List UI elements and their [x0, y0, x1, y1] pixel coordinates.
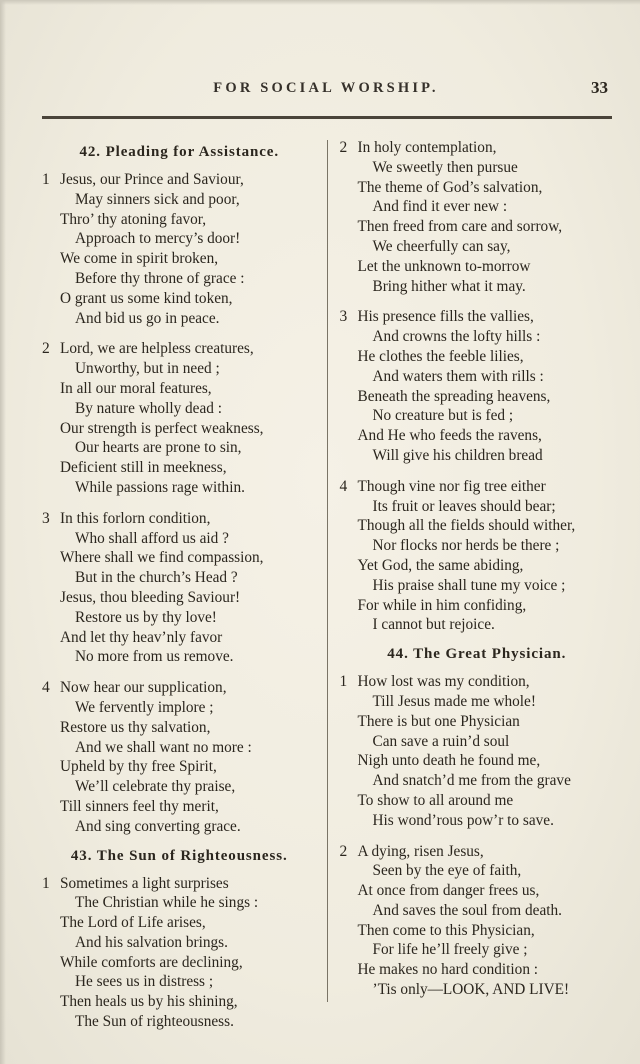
stanza-number: 4: [339, 477, 348, 495]
verse-line: And crowns the lofty hills :: [372, 328, 541, 346]
stanza: [42, 874, 317, 1032]
verse-line: He makes no hard condition :: [357, 961, 539, 979]
verse-line: While passions rage within.: [75, 478, 245, 496]
scan-edge: [0, 0, 640, 5]
verse-line: And we shall want no more :: [75, 738, 252, 756]
stanza: [42, 509, 317, 667]
stanza-number: 1: [42, 874, 50, 892]
verse-line: For while in him confiding,: [357, 596, 527, 614]
stanza-number: 1: [42, 171, 50, 188]
verse-line: Now hear our supplication,: [60, 679, 227, 697]
stanza-number: 2: [339, 842, 348, 860]
verse-line: No more from us remove.: [75, 648, 234, 666]
verse-line: Bring hither what it may.: [372, 277, 526, 295]
verse-line: In all our moral features,: [60, 379, 212, 397]
left-column: [42, 138, 327, 1030]
verse-line: Who shall afford us aid ?: [75, 529, 229, 547]
verse-line: There is but one Physician: [357, 712, 520, 730]
verse-line: Sometimes a light surprises: [60, 874, 229, 892]
verse-line: He sees us in distress ;: [75, 973, 214, 991]
stanza: [340, 138, 615, 296]
verse-line: Seen by the eye of faith,: [372, 862, 522, 880]
verse-line: Where shall we find compassion,: [60, 549, 264, 567]
verse-line: And sing converting grace.: [75, 817, 241, 835]
hymn-heading: 43. The Sun of Righteousness.: [70, 847, 288, 864]
verse-line: Let the unknown to-morrow: [357, 257, 531, 275]
verse-line: Will give his children bread: [372, 446, 543, 464]
verse-line: And saves the soul from death.: [372, 901, 562, 919]
stanza-number: 2: [42, 340, 50, 358]
verse-line: For life he’ll freely give ;: [372, 941, 528, 959]
verse-line: In this forlorn condition,: [60, 509, 211, 527]
right-column: [328, 138, 615, 1030]
hymn-heading: 42. Pleading for Assistance.: [79, 144, 279, 160]
verse-line: And bid us go in peace.: [75, 309, 220, 327]
page-header: [42, 80, 610, 104]
verse-line: His presence fills the vallies,: [357, 308, 534, 326]
verse-line: And He who feeds the ravens,: [357, 427, 542, 445]
verse-line: Upheld by thy free Spirit,: [60, 758, 217, 776]
verse-line: His wond’rous pow’r to save.: [372, 811, 554, 829]
stanza-number: 1: [339, 673, 348, 691]
stanza-number: 4: [42, 679, 50, 697]
verse-line: Nor flocks nor herds be there ;: [372, 537, 560, 555]
verse-line: Restore us thy salvation,: [60, 718, 211, 736]
stanza: [42, 170, 317, 328]
running-title: FOR SOCIAL WORSHIP.: [213, 80, 439, 96]
stanza: [340, 842, 615, 1000]
verse-line: But in the church’s Head ?: [75, 569, 238, 587]
verse-line: Its fruit or leaves should bear;: [372, 497, 556, 515]
verse-line: To show to all around me: [357, 791, 514, 809]
stanza-number: 3: [42, 509, 50, 527]
verse-line: Jesus, thou bleeding Saviour!: [60, 588, 241, 606]
verse-line: And let thy heav’nly favor: [60, 628, 223, 646]
verse-line: Yet God, the same abiding,: [357, 556, 524, 574]
verse-line: The Sun of righteousness.: [75, 1013, 234, 1031]
verse-line: And waters them with rills :: [372, 367, 544, 385]
verse-line: Our hearts are prone to sin,: [75, 439, 242, 457]
verse-line: We’ll celebrate thy praise,: [75, 778, 236, 796]
verse-line: May sinners sick and poor,: [75, 190, 240, 208]
verse-line: Though vine nor fig tree either: [357, 477, 546, 495]
stanza: [42, 678, 317, 836]
verse-line: Approach to mercy’s door!: [75, 230, 241, 248]
verse-line: Nigh unto death he found me,: [357, 752, 541, 770]
verse-line: Till sinners feel thy merit,: [60, 797, 219, 815]
verse-line: A dying, risen Jesus,: [357, 842, 484, 860]
verse-line: While comforts are declining,: [60, 953, 243, 971]
verse-line: Can save a ruin’d soul: [372, 732, 510, 750]
verse-line: Lord, we are helpless creatures,: [60, 340, 254, 358]
verse-line: Before thy throne of grace :: [75, 269, 245, 287]
verse-line: Unworthy, but in need ;: [75, 360, 220, 378]
page-number: 33: [591, 78, 608, 97]
verse-line: And snatch’d me from the grave: [372, 772, 571, 790]
header-rule: [42, 116, 612, 119]
verse-line: The Lord of Life arises,: [60, 914, 206, 932]
hymn-heading: 44. The Great Physician.: [387, 646, 567, 663]
verse-line: Jesus, our Prince and Saviour,: [60, 171, 244, 188]
verse-line: Then freed from care and sorrow,: [357, 218, 563, 236]
verse-line: We sweetly then pursue: [372, 158, 518, 176]
text-columns: [42, 138, 614, 1030]
verse-line: ’Tis only—LOOK, AND LIVE!: [372, 981, 570, 999]
verse-line: Restore us by thy love!: [75, 608, 217, 626]
stanza: [340, 477, 615, 635]
verse-line: Our strength is perfect weakness,: [60, 419, 264, 437]
stanza-number: 3: [339, 308, 348, 326]
verse-line: The theme of God’s salvation,: [357, 178, 543, 196]
verse-line: Then come to this Physician,: [357, 921, 535, 939]
verse-line: Deficient still in meekness,: [60, 459, 227, 477]
verse-line: Then heals us by his shining,: [60, 993, 238, 1011]
verse-line: O grant us some kind token,: [60, 289, 233, 307]
verse-line: The Christian while he sings :: [75, 894, 259, 912]
verse-line: Till Jesus made me whole!: [372, 692, 536, 710]
verse-line: How lost was my condition,: [357, 673, 530, 691]
stanza: [340, 307, 615, 465]
verse-line: Thro’ thy atoning favor,: [60, 210, 207, 228]
verse-line: At once from danger frees us,: [357, 882, 540, 900]
stanza: [340, 672, 615, 830]
verse-line: We cheerfully can say,: [372, 237, 511, 255]
verse-line: By nature wholly dead :: [75, 399, 222, 417]
verse-line: No creature but is fed ;: [372, 407, 514, 425]
stanza: [42, 339, 317, 497]
verse-line: Though all the fields should wither,: [357, 517, 576, 535]
verse-line: I cannot but rejoice.: [372, 616, 495, 634]
verse-line: He clothes the feeble lilies,: [357, 347, 524, 365]
verse-line: We fervently implore ;: [75, 698, 214, 716]
verse-line: Beneath the spreading heavens,: [357, 387, 551, 405]
verse-line: In holy contemplation,: [357, 139, 497, 156]
scan-edge: [0, 0, 6, 1064]
verse-line: His praise shall tune my voice ;: [372, 576, 566, 594]
verse-line: We come in spirit broken,: [60, 250, 219, 268]
stanza-number: 2: [339, 139, 348, 156]
verse-line: And find it ever new :: [372, 198, 508, 216]
verse-line: And his salvation brings.: [75, 933, 228, 951]
